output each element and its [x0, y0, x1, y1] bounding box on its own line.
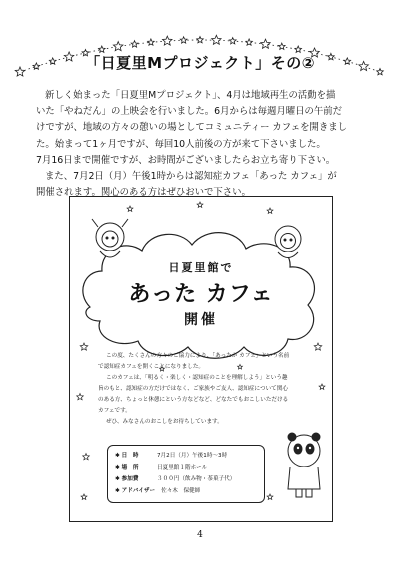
panda-astronaut-icon — [288, 433, 320, 497]
detail-label: 場 所 — [121, 464, 139, 471]
description-line: 旨のもと、認知症の方だけではなく、ご家族やご友人、認知症について関心 — [98, 386, 288, 392]
description-line: このカフェは、「明るく・楽しく・認知症のことを理解しよう」という趣 — [106, 375, 288, 381]
star-icon — [113, 42, 123, 51]
detail-row — [115, 463, 264, 475]
bullet-icon: ✱ — [115, 464, 122, 471]
page-title: 「日夏里Mプロジェクト」その② — [85, 54, 315, 72]
detail-value: ３００円（飲み物・茶菓子代） — [157, 476, 236, 482]
star-icon — [33, 63, 40, 69]
detail-label: 参加費 — [121, 476, 139, 482]
star-icon — [267, 494, 273, 499]
star-icon — [197, 37, 204, 43]
star-icon — [212, 35, 222, 44]
star-icon — [267, 208, 273, 213]
star-icon — [131, 41, 138, 47]
star-icon — [246, 39, 253, 45]
detail-value: 日夏里館１階ホール — [157, 464, 208, 471]
star-icon — [319, 384, 325, 389]
flyer-main-title: あった カフェ — [128, 282, 274, 307]
star-icon — [229, 38, 236, 44]
description-line: のある方、ちょっと休憩にという方などなど、どなたでもおこしいただける — [98, 397, 289, 403]
star-icon — [314, 343, 322, 350]
astronaut-right-icon — [275, 226, 301, 258]
description-line: カフェです。 — [98, 408, 131, 414]
event-details-box — [107, 445, 265, 503]
flyer-subtitle: 日夏里館で — [168, 261, 234, 274]
detail-label: アドバイザー — [121, 487, 156, 494]
star-icon — [359, 61, 369, 70]
bullet-icon: ✱ — [115, 476, 122, 482]
page-number: 4 — [197, 530, 203, 540]
star-icon — [197, 202, 203, 207]
body-line: いた「やねだん」の上映会を行いました。6月からは毎週月曜日の午前だ — [36, 106, 342, 118]
star-icon — [261, 39, 271, 48]
detail-label: 日 時 — [121, 453, 139, 459]
flyer-description — [98, 351, 318, 428]
star-icon — [127, 206, 133, 211]
star-icon — [377, 69, 384, 75]
star-icon — [83, 454, 90, 460]
detail-row — [115, 451, 264, 463]
star-icon — [80, 343, 88, 350]
star-icon — [15, 67, 25, 76]
description-line: この度、たくさんの方々のご協力により、「あったか カフェ」という名前 — [106, 353, 290, 359]
star-icon — [279, 43, 286, 49]
body-line: 開催されます。関心のある方はぜひおいで下さい。 — [36, 187, 251, 199]
star-icon — [180, 37, 187, 43]
description-line: ぜひ、みなさんのおこしをお待ちしています。 — [106, 419, 223, 425]
astronaut-left-icon — [92, 219, 128, 257]
flyer-open-label: 開催 — [184, 312, 218, 328]
bullet-icon: ✱ — [115, 487, 122, 494]
star-icon — [77, 394, 84, 400]
body-line: 7月16日まで開催ですが、お時間がございましたらお立ち寄り下さい。 — [36, 154, 336, 166]
body-line: 新しく始まった「日夏里Mプロジェクト」、4月は地域再生の活動を描 — [45, 90, 336, 101]
body-line: また、7月2日（月）午後1時からは認知症カフェ「あった カフェ」が — [45, 171, 337, 183]
article-body — [36, 88, 371, 201]
detail-row — [115, 474, 264, 486]
bullet-icon: ✱ — [115, 453, 122, 459]
body-line: た。始まって1ヶ月ですが、毎回10人前後の方が来て下さいました。 — [36, 138, 326, 150]
description-line: で認知症カフェを開くことになりました。 — [98, 364, 205, 370]
star-icon — [148, 39, 155, 45]
star-icon — [81, 494, 87, 499]
detail-row — [115, 486, 264, 498]
body-line: けですが、地域の方々の憩いの場としてコミュニティー カフェを開きまし — [36, 122, 347, 134]
detail-value: 7月2日（月）午後1時～3時 — [157, 453, 228, 459]
detail-value: 佐々木 保健師 — [161, 487, 201, 494]
cafe-flyer — [69, 196, 333, 522]
star-icon — [163, 36, 173, 45]
